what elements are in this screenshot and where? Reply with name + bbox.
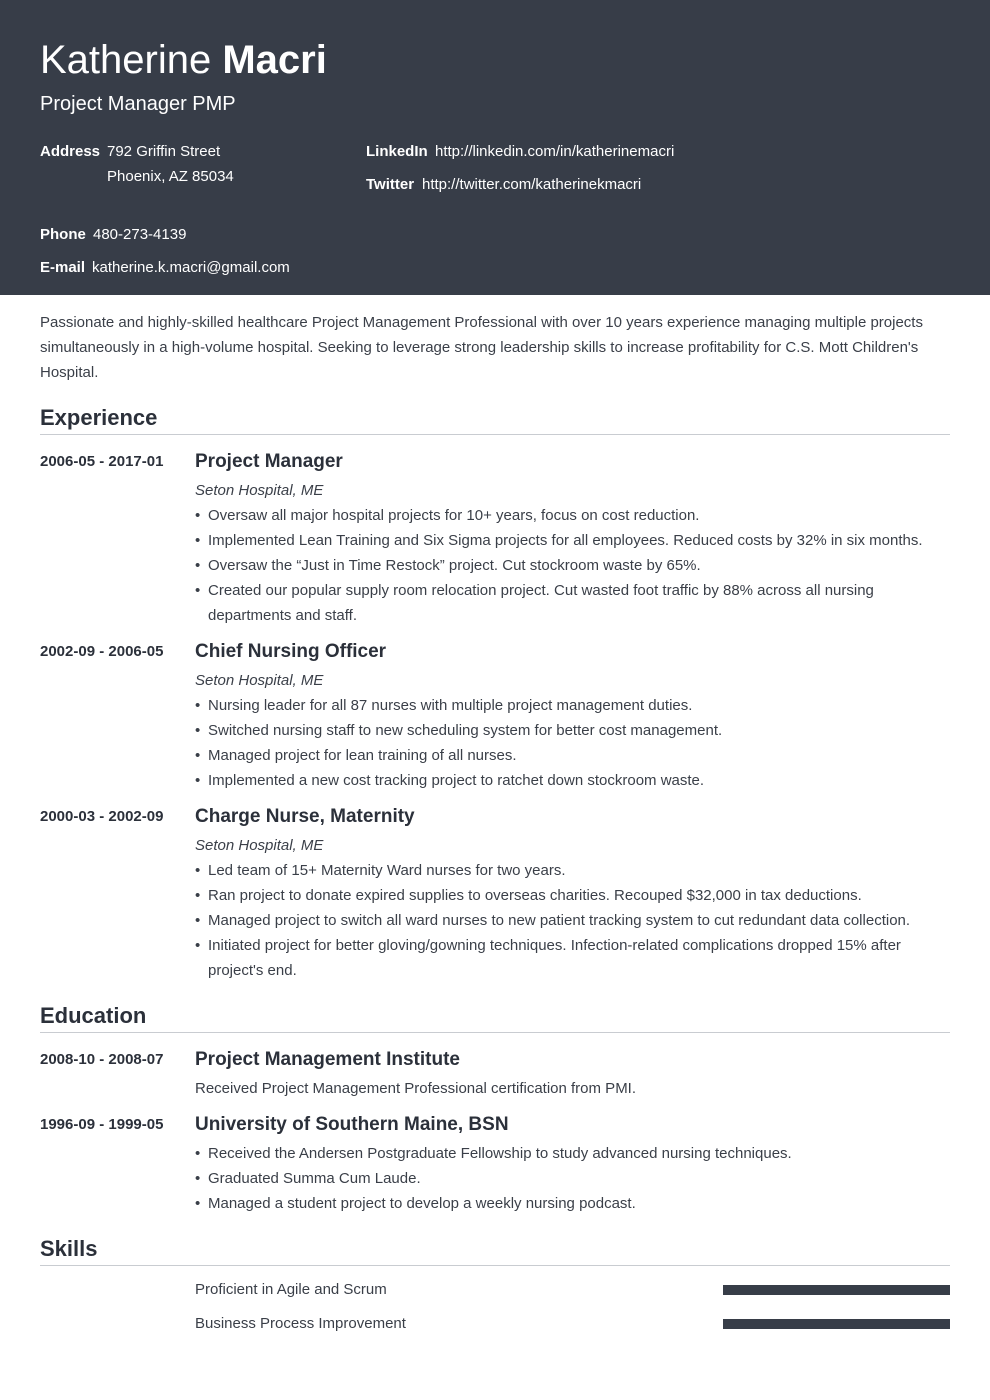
first-name: Katherine [40, 38, 212, 82]
contact-twitter [366, 175, 642, 195]
education-dates: 2008-10 - 2008-07 [40, 1051, 164, 1068]
job-bullet: • Managed project to switch all ward nurses to new patient tracking system to cut redundant data collection. [195, 908, 945, 933]
education-heading: Education [40, 1002, 950, 1033]
skill-level-bar [723, 1319, 950, 1329]
job-dates: 2006-05 - 2017-01 [40, 453, 164, 470]
skill-name: Business Process Improvement [195, 1315, 406, 1332]
job-employer: Seton Hospital, ME [195, 482, 324, 499]
experience-heading: Experience [40, 404, 950, 435]
skills-heading: Skills [40, 1235, 950, 1266]
job-dates: 2000-03 - 2002-09 [40, 808, 164, 825]
job-bullets [195, 503, 945, 628]
contact-address [40, 142, 234, 185]
job-employer: Seton Hospital, ME [195, 837, 324, 854]
linkedin-link[interactable]: http://linkedin.com/in/katherinemacri [435, 143, 675, 160]
job-bullet: • Oversaw the “Just in Time Restock” project. Cut stockroom waste by 65%. [195, 553, 945, 578]
education-dates: 1996-09 - 1999-05 [40, 1116, 164, 1133]
education-bullet: • Managed a student project to develop a weekly nursing podcast. [195, 1191, 945, 1216]
twitter-label: Twitter [366, 176, 415, 193]
job-title: Charge Nurse, Maternity [195, 806, 415, 827]
job-bullets [195, 693, 945, 793]
education-description: Received Project Management Professional certification from PMI. [195, 1080, 637, 1097]
skill-level-fill [723, 1319, 950, 1329]
job-title: Project Manager [195, 451, 343, 472]
education-title: University of Southern Maine, BSN [195, 1114, 509, 1135]
contact-linkedin [366, 142, 675, 162]
job-bullet: • Nursing leader for all 87 nurses with multiple project management duties. [195, 693, 945, 718]
contact-email [40, 258, 290, 278]
education-title: Project Management Institute [195, 1049, 460, 1070]
skill-level-fill [723, 1285, 950, 1295]
job-employer: Seton Hospital, ME [195, 672, 324, 689]
education-bullets [195, 1141, 945, 1216]
phone-label: Phone [40, 226, 86, 243]
email-label: E-mail [40, 259, 86, 276]
skill-level-bar [723, 1285, 950, 1295]
job-title: Chief Nursing Officer [195, 641, 387, 662]
job-bullet: • Switched nursing staff to new scheduling system for better cost management. [195, 718, 945, 743]
job-bullet: • Oversaw all major hospital projects for 10+ years, focus on cost reduction. [195, 503, 945, 528]
job-bullet: • Initiated project for better gloving/gowning techniques. Infection-related complications dropped 15% after project's end. [195, 933, 945, 983]
phone-value: 480-273-4139 [93, 226, 187, 243]
skill-name: Proficient in Agile and Scrum [195, 1281, 387, 1298]
job-bullet: • Ran project to donate expired supplies to overseas charities. Recouped $32,000 in tax deductions. [195, 883, 945, 908]
education-bullet: • Received the Andersen Postgraduate Fellowship to study advanced nursing techniques. [195, 1141, 945, 1166]
job-bullet: • Implemented a new cost tracking project to ratchet down stockroom waste. [195, 768, 945, 793]
candidate-title: Project Manager PMP [40, 93, 236, 115]
job-bullet: • Led team of 15+ Maternity Ward nurses for two years. [195, 858, 945, 883]
address-label: Address [40, 143, 101, 160]
address-line2: Phoenix, AZ 85034 [107, 168, 234, 185]
job-bullet: • Managed project for lean training of all nurses. [195, 743, 945, 768]
job-bullets [195, 858, 945, 983]
twitter-link[interactable]: http://twitter.com/katherinekmacri [422, 176, 642, 193]
contact-phone [40, 225, 187, 245]
address-line1: 792 Griffin Street [107, 143, 221, 160]
education-bullet: • Graduated Summa Cum Laude. [195, 1166, 945, 1191]
candidate-name [40, 36, 327, 84]
job-dates: 2002-09 - 2006-05 [40, 643, 164, 660]
email-link[interactable]: katherine.k.macri@gmail.com [92, 259, 290, 276]
last-name: Macri [222, 38, 327, 82]
resume-header [0, 0, 990, 295]
linkedin-label: LinkedIn [366, 143, 428, 160]
job-bullet: • Implemented Lean Training and Six Sigma projects for all employees. Reduced costs by 32% in six months. [195, 528, 945, 553]
profile-summary: Passionate and highly-skilled healthcare Project Management Professional with over 10 years experience managing multiple projects simultaneously in a high-volume hospital. Seeking to leverage strong leadership skills to increase profitability for C.S. Mott Children's Hospital. [40, 314, 923, 381]
job-bullet: • Created our popular supply room relocation project. Cut wasted foot traffic by 88% across all nursing departments and staff. [195, 578, 945, 628]
